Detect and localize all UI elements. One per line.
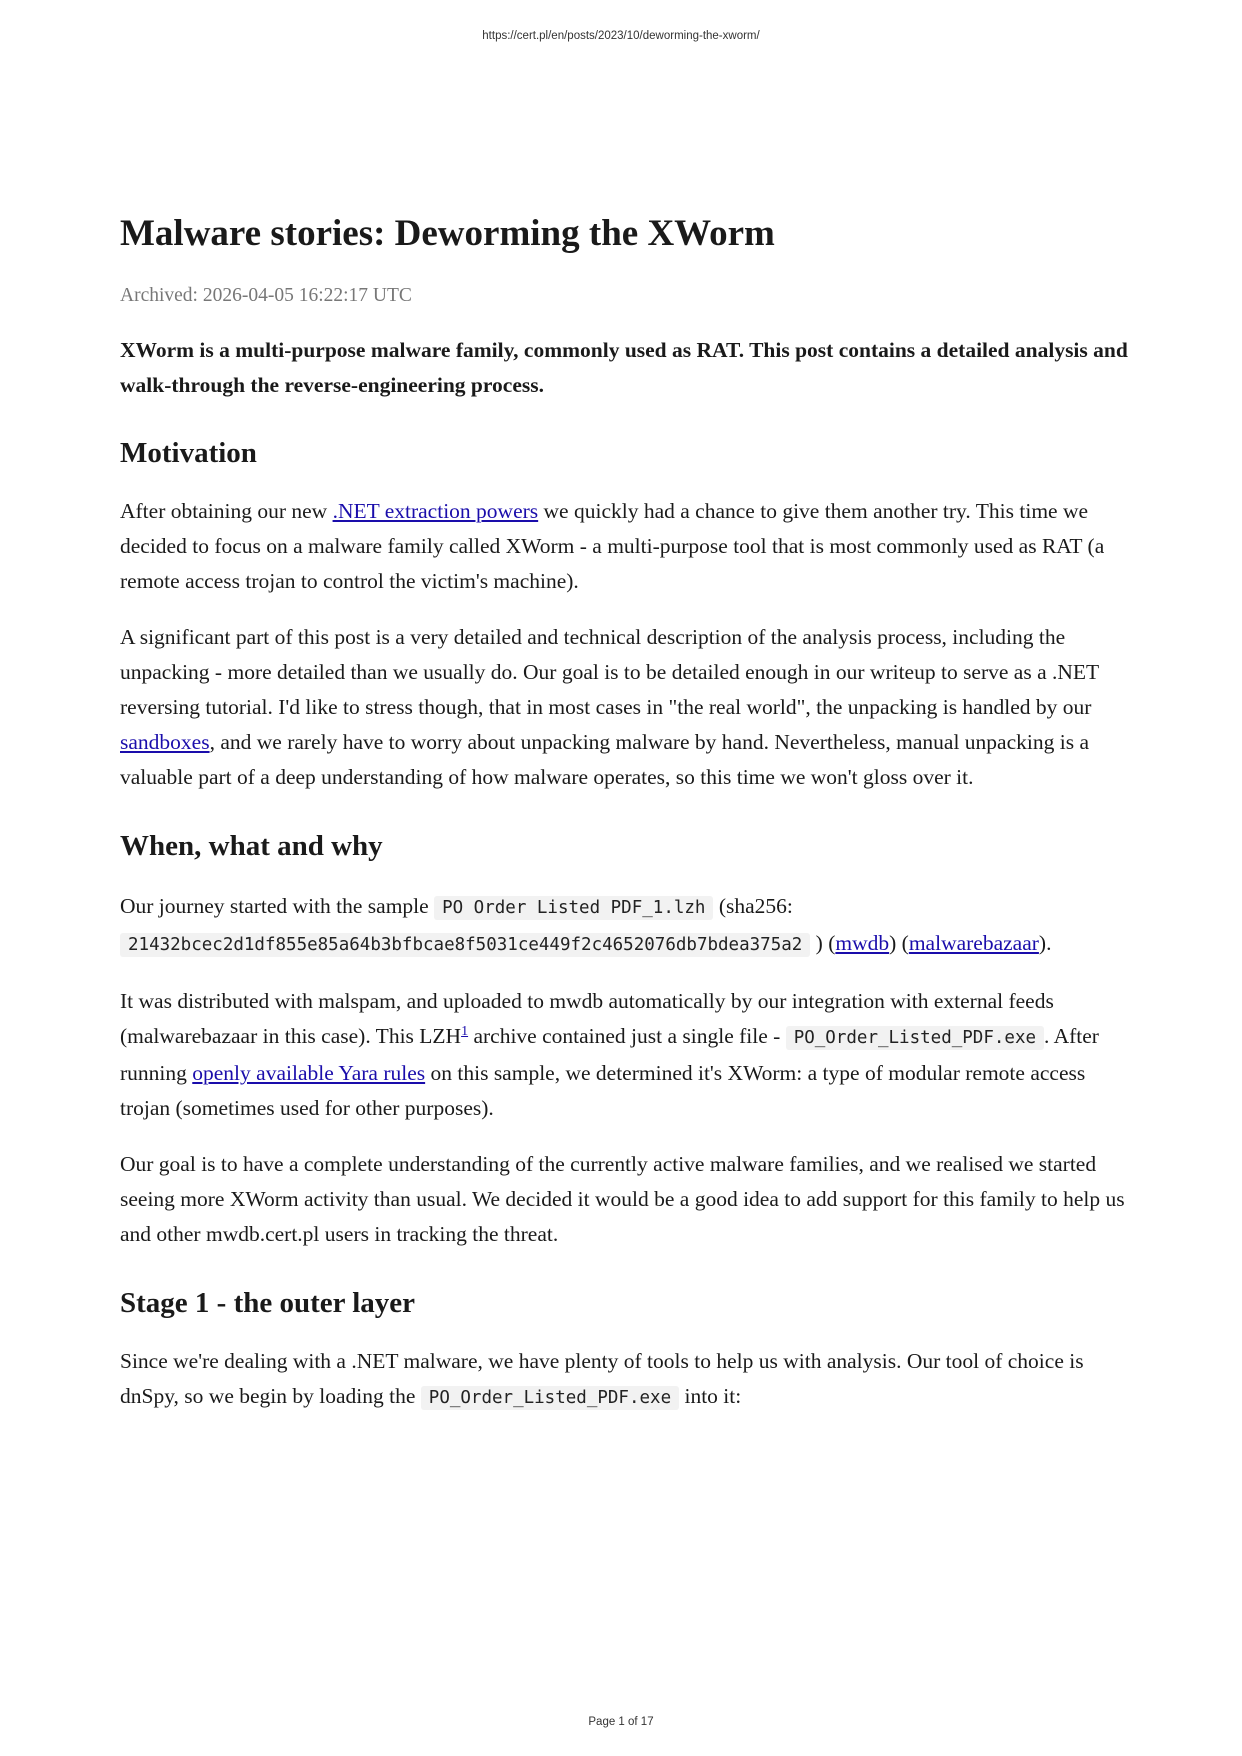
sandboxes-link[interactable]: sandboxes [120,730,210,754]
page-url: https://cert.pl/en/posts/2023/10/deworming-the-xworm/ [482,30,760,42]
text: After obtaining our new [120,499,333,523]
heading-stage-1: Stage 1 - the outer layer [120,1287,416,1319]
motivation-paragraph-2 [120,620,1130,795]
yara-rules-link[interactable]: openly available Yara rules [192,1061,426,1085]
heading-motivation: Motivation [120,437,257,469]
net-extraction-link[interactable]: .NET extraction powers [332,499,539,523]
lead-paragraph: XWorm is a multi-purpose malware family, commonly used as RAT. This post contains a detailed analysis and walk-through the reverse-engineering process. [120,338,1128,397]
text: into it: [679,1384,742,1408]
text: (sha256: [713,894,793,918]
article-title: Malware stories: Deworming the XWorm [120,213,775,254]
sample-filename-code: PO Order Listed PDF_1.lzh [434,896,713,920]
sample-paragraph [120,889,1130,963]
text: ) ( [810,931,836,955]
text: we quickly had a chance to give them another try. This time we decided to focus on a malware family called XWorm - a multi-purpose tool that is most commonly used as RAT (a remote access trojan to control the victim's machine). [120,499,1105,593]
archived-timestamp: Archived: 2026-04-05 16:22:17 UTC [120,285,412,306]
heading-when-what-why: When, what and why [120,830,383,862]
footnote-1-link[interactable]: 1 [461,1023,469,1039]
malwarebazaar-link[interactable]: malwarebazaar [908,931,1039,955]
text: ). [1038,931,1052,955]
stage1-paragraph [120,1344,1130,1416]
sha256-code: 21432bcec2d1df855e85a64b3bfbcae8f5031ce449f2c4652076db7bdea375a2 [120,933,810,957]
motivation-paragraph-1 [120,494,1130,599]
text: Our journey started with the sample [120,894,435,918]
text: Since we're dealing with a .NET malware, we have plenty of tools to help us with analysis. Our tool of choice is dnSpy, so we begin by loading the [120,1349,1084,1408]
exe-filename-code: PO_Order_Listed_PDF.exe [421,1386,679,1410]
text: ) ( [889,931,909,955]
article [120,210,1130,1416]
text: A significant part of this post is a very detailed and technical description of the analysis process, including the unpacking - more detailed than we usually do. Our goal is to be detailed enough in our writeup to serve as a .NET reversing tutorial. I'd like to stress though, that in most cases in "the real world", the unpacking is handled by our [120,625,1099,719]
exe-filename-code: PO_Order_Listed_PDF.exe [786,1026,1044,1050]
text: . After running [120,1024,1099,1085]
text: archive contained just a single file - [468,1024,786,1048]
page-number: Page 1 of 17 [588,1716,654,1728]
text: , and we rarely have to worry about unpacking malware by hand. Nevertheless, manual unpacking is a valuable part of a deep understanding of how malware operates, so this time we won't gloss over it. [120,730,1089,789]
text: on this sample, we determined it's XWorm: a type of modular remote access trojan (sometimes used for other purposes). [120,1061,1086,1120]
text: It was distributed with malspam, and uploaded to mwdb automatically by our integration with external feeds (malwarebazaar in this case). This LZH [120,989,1054,1048]
distribution-paragraph [120,984,1130,1126]
mwdb-link[interactable]: mwdb [835,931,890,955]
goal-paragraph: Our goal is to have a complete understanding of the currently active malware families, and we realised we started seeing more XWorm activity than usual. We decided it would be a good idea to add support for this family to help us and other mwdb.cert.pl users in tracking the threat. [120,1152,1125,1246]
